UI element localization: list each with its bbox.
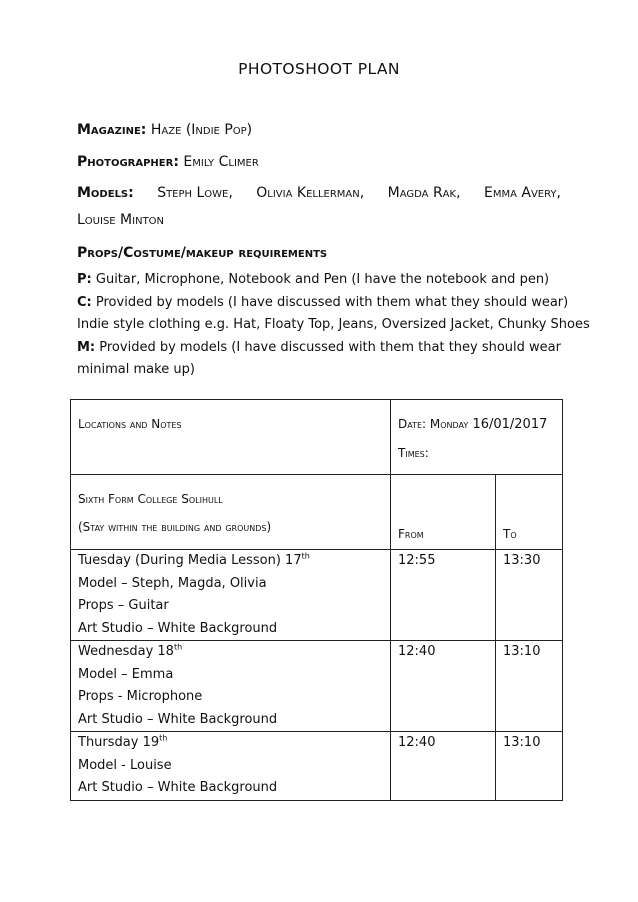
session-details [71,641,391,732]
makeup-word: should [481,340,525,355]
session-props: Props - Microphone [78,689,203,704]
session-place: Art Studio – White Background [78,620,278,636]
session-model: Model – Emma [78,666,174,682]
magazine-label: Magazine: [77,122,147,138]
page-title: PHOTOSHOOT PLAN [238,60,400,78]
date-label: Date: Monday [398,417,469,431]
to-header: To [496,475,563,550]
models-label: Models: [77,185,134,201]
model-name: Olivia Kellerman, [256,185,365,201]
session-props: Props – Guitar [78,598,169,613]
schedule-table [70,399,563,801]
venue-cell [71,475,391,550]
props-text: Guitar, Microphone, Notebook and Pen (I have the notebook and pen) [95,272,550,287]
session-day: Thursday 19th [78,733,168,750]
locations-header: Locations and Notes [71,400,391,475]
props-label: P: [77,272,92,287]
date-value: 16/01/2017 [472,417,548,432]
magazine-field [77,122,252,138]
model-name: Emma Avery, [483,185,561,201]
makeup-detail: minimal make up) [77,362,195,377]
venue-row [71,475,563,550]
table-header-row [71,400,563,475]
session-model: Model – Steph, Magda, Olivia [78,575,267,591]
makeup-word: they [448,340,478,355]
table-row [71,641,563,732]
photographer-field [77,154,259,170]
makeup-word: Provided [99,340,156,355]
from-header: From [391,475,496,550]
venue-name: Sixth Form College Solihull [78,492,223,506]
requirements-heading: Props/Costume/makeup requirements [77,245,328,261]
models-continued [77,212,164,228]
makeup-word: discussed [280,340,345,355]
session-to: 13:30 [496,550,563,641]
costume-detail: Indie style clothing e.g. Hat, Floaty Top, Jeans, Oversized Jacket, Chunky Shoes [77,317,590,332]
makeup-word: models [179,340,228,355]
date-header [391,400,563,475]
model-name: Magda Rak, [387,185,461,201]
costume-text: Provided by models (I have discussed with them what they should wear) [95,295,569,310]
costume-requirement [77,295,568,310]
makeup-label: M: [77,340,96,355]
makeup-word: have [244,340,277,355]
makeup-word: with [348,340,376,355]
costume-label: C: [77,295,92,310]
table-row [71,732,563,801]
venue-note: (Stay within the building and grounds) [78,520,272,534]
session-to: 13:10 [496,641,563,732]
session-day: Tuesday (During Media Lesson) 17th [78,551,310,568]
models-field [77,185,561,201]
session-details [71,732,391,801]
session-to: 13:10 [496,732,563,801]
makeup-word: by [159,340,176,355]
model-name: Steph Lowe, [157,185,233,201]
photographer-value: Emily Climer [183,154,259,170]
session-model: Model - Louise [78,757,172,773]
session-day: Wednesday 18th [78,642,183,659]
session-from: 12:40 [391,641,496,732]
makeup-word: wear [529,340,561,355]
makeup-requirement [77,340,561,355]
makeup-word: that [418,340,445,355]
table-row [71,550,563,641]
props-requirement [77,272,549,287]
session-from: 12:55 [391,550,496,641]
makeup-word: (I [231,340,241,355]
makeup-word: them [380,340,415,355]
model-name: Louise Minton [77,212,165,228]
session-place: Art Studio – White Background [78,780,278,795]
times-label: Times: [398,446,429,460]
session-details [71,550,391,641]
photographer-label: Photographer: [77,154,179,170]
magazine-value: Haze (Indie Pop) [150,122,253,138]
session-place: Art Studio – White Background [78,711,278,727]
session-from: 12:40 [391,732,496,801]
